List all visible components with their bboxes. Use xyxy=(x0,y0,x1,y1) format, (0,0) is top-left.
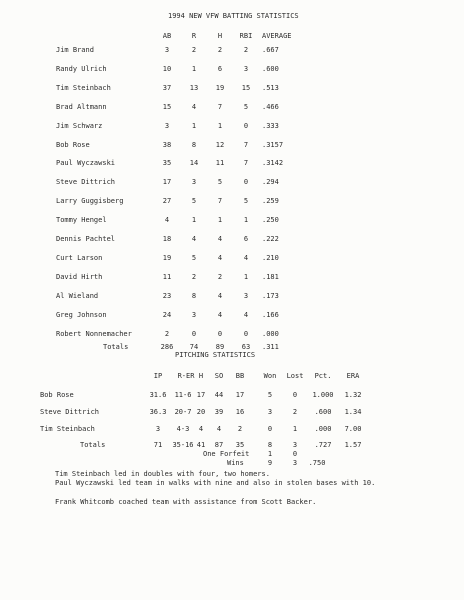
note-doubles: Tim Steinbach led in doubles with four, two homers. xyxy=(55,470,270,478)
batting-ab: 18 xyxy=(162,235,172,243)
pitching-bb: 16 xyxy=(235,408,245,416)
pitching-player-name: Bob Rose xyxy=(40,391,74,399)
batting-r: 3 xyxy=(191,310,197,319)
batting-r: 1 xyxy=(191,216,197,225)
batting-h: 12 xyxy=(215,140,225,149)
batting-player-name: Curt Larson xyxy=(56,253,103,262)
batting-h: 4 xyxy=(217,291,223,300)
batting-h: 1 xyxy=(217,216,223,225)
pitching-header-h: H xyxy=(198,372,204,380)
batting-avg: .333 xyxy=(262,121,279,130)
batting-r: 8 xyxy=(191,140,197,149)
batting-r: 4 xyxy=(191,235,197,243)
pitching-won: 5 xyxy=(267,391,273,399)
batting-ab: 35 xyxy=(162,159,172,168)
batting-h: 0 xyxy=(217,329,223,338)
batting-r: 2 xyxy=(191,46,197,54)
batting-ab: 17 xyxy=(162,178,172,187)
batting-r: 13 xyxy=(189,83,199,92)
batting-ab: 3 xyxy=(164,46,170,54)
pitching-so: 44 xyxy=(214,391,224,399)
batting-rbi: 4 xyxy=(243,253,249,262)
pitching-h: 4 xyxy=(198,425,204,433)
batting-rbi: 2 xyxy=(243,46,249,54)
pitching-totals-ip: 71 xyxy=(153,441,163,449)
batting-ab: 3 xyxy=(164,121,170,130)
pitching-lost: 0 xyxy=(292,391,298,399)
pitching-rer: 4-3 xyxy=(176,425,190,433)
batting-h: 6 xyxy=(217,64,223,73)
wins-label: Wins xyxy=(227,459,244,467)
pitching-totals-lost: 3 xyxy=(292,441,298,449)
pitching-header-rer: R-ER xyxy=(177,372,195,380)
batting-ab: 27 xyxy=(162,197,172,206)
pitching-so: 39 xyxy=(214,408,224,416)
batting-r: 4 xyxy=(191,102,197,111)
batting-h: 4 xyxy=(217,253,223,262)
pitching-lost: 1 xyxy=(292,425,298,433)
pitching-bb: 17 xyxy=(235,391,245,399)
pitching-totals-era: 1.57 xyxy=(344,441,362,449)
forfeit-won: 1 xyxy=(267,450,273,458)
pitching-totals-won: 8 xyxy=(267,441,273,449)
batting-player-name: Greg Johnson xyxy=(56,310,107,319)
batting-rbi: 3 xyxy=(243,64,249,73)
pitching-rer: 11-6 xyxy=(174,391,192,399)
pitching-header-so: SO xyxy=(214,372,224,380)
batting-totals-ab: 286 xyxy=(160,343,174,351)
batting-h: 2 xyxy=(217,46,223,54)
pitching-era: 7.00 xyxy=(344,425,362,433)
batting-ab: 24 xyxy=(162,310,172,319)
batting-header-h: H xyxy=(217,32,223,40)
batting-totals-h: 89 xyxy=(215,343,225,351)
note-walks: Paul Wyczawski led team in walks with nine and also in stolen bases with 10. xyxy=(55,479,376,487)
batting-avg: .210 xyxy=(262,253,279,262)
pitching-header-ip: IP xyxy=(153,372,163,380)
pitching-header-pct: Pct. xyxy=(314,372,332,380)
wins-lost: 3 xyxy=(292,459,298,467)
batting-h: 19 xyxy=(215,83,225,92)
pitching-era: 1.34 xyxy=(344,408,362,416)
batting-r: 1 xyxy=(191,64,197,73)
pitching-header-bb: BB xyxy=(235,372,245,380)
batting-avg: .667 xyxy=(262,46,279,54)
batting-rbi: 15 xyxy=(241,83,251,92)
batting-r: 3 xyxy=(191,178,197,187)
pitching-ip: 3 xyxy=(155,425,161,433)
pitching-totals-rer: 35-16 xyxy=(172,441,194,449)
pitching-so: 4 xyxy=(216,425,222,433)
batting-player-name: Jim Brand xyxy=(56,46,94,54)
batting-totals-label: Totals xyxy=(103,343,129,351)
pitching-totals-pct: .727 xyxy=(314,441,332,449)
batting-h: 11 xyxy=(215,159,225,168)
batting-avg: .250 xyxy=(262,216,279,225)
pitching-pct: .600 xyxy=(314,408,332,416)
batting-player-name: Jim Schwarz xyxy=(56,121,103,130)
batting-title: 1994 NEW VFW BATTING STATISTICS xyxy=(168,12,299,20)
pitching-totals-bb: 35 xyxy=(235,441,245,449)
batting-rbi: 0 xyxy=(243,178,249,187)
pitching-totals-label: Totals xyxy=(80,441,106,449)
batting-ab: 23 xyxy=(162,291,172,300)
batting-rbi: 0 xyxy=(243,121,249,130)
batting-h: 4 xyxy=(217,235,223,243)
batting-h: 4 xyxy=(217,310,223,319)
pitching-ip: 36.3 xyxy=(149,408,167,416)
batting-r: 14 xyxy=(189,159,199,168)
pitching-won: 3 xyxy=(267,408,273,416)
batting-ab: 2 xyxy=(164,329,170,338)
pitching-pct: .000 xyxy=(314,425,332,433)
pitching-h: 17 xyxy=(196,391,206,399)
batting-rbi: 3 xyxy=(243,291,249,300)
batting-r: 8 xyxy=(191,291,197,300)
pitching-rer: 20-7 xyxy=(174,408,192,416)
batting-player-name: Steve Dittrich xyxy=(56,178,116,187)
batting-rbi: 6 xyxy=(243,235,249,243)
batting-ab: 38 xyxy=(162,140,172,149)
batting-avg: .222 xyxy=(262,235,279,243)
batting-player-name: Tim Steinbach xyxy=(56,83,111,92)
batting-player-name: Al Wieland xyxy=(56,291,99,300)
batting-player-name: Paul Wyczawski xyxy=(56,159,116,168)
forfeit-label: One Forfeit xyxy=(203,450,250,458)
batting-avg: .294 xyxy=(262,178,279,187)
batting-header-ab: AB xyxy=(162,32,172,40)
batting-avg: .513 xyxy=(262,83,279,92)
pitching-totals-h: 41 xyxy=(196,441,206,449)
batting-totals-rbi: 63 xyxy=(241,343,251,351)
batting-totals-r: 74 xyxy=(189,343,199,351)
pitching-bb: 2 xyxy=(237,425,243,433)
pitching-era: 1.32 xyxy=(344,391,362,399)
batting-h: 7 xyxy=(217,197,223,206)
pitching-player-name: Tim Steinbach xyxy=(40,425,95,433)
batting-rbi: 7 xyxy=(243,159,249,168)
batting-player-name: Randy Ulrich xyxy=(56,64,107,73)
pitching-header-lost: Lost xyxy=(286,372,304,380)
batting-player-name: David Hirth xyxy=(56,272,103,281)
batting-h: 1 xyxy=(217,121,223,130)
pitching-header-won: Won xyxy=(263,372,277,380)
batting-header-rbi: RBI xyxy=(239,32,253,40)
batting-h: 7 xyxy=(217,102,223,111)
note-coach: Frank Whitcomb coached team with assistance from Scott Backer. xyxy=(55,498,317,506)
batting-avg: .173 xyxy=(262,291,279,300)
batting-r: 5 xyxy=(191,197,197,206)
wins-won: 9 xyxy=(267,459,273,467)
batting-avg: .600 xyxy=(262,64,279,73)
batting-avg: .259 xyxy=(262,197,279,206)
batting-h: 5 xyxy=(217,178,223,187)
batting-avg: .466 xyxy=(262,102,279,111)
batting-rbi: 0 xyxy=(243,329,249,338)
pitching-h: 20 xyxy=(196,408,206,416)
batting-rbi: 4 xyxy=(243,310,249,319)
batting-header-avg: AVERAGE xyxy=(262,32,292,40)
batting-h: 2 xyxy=(217,272,223,281)
batting-avg: .3142 xyxy=(262,159,284,168)
batting-player-name: Bob Rose xyxy=(56,140,90,149)
batting-player-name: Dennis Pachtel xyxy=(56,235,116,243)
forfeit-lost: 0 xyxy=(292,450,298,458)
batting-player-name: Larry Guggisberg xyxy=(56,197,124,206)
pitching-won: 0 xyxy=(267,425,273,433)
pitching-title: PITCHING STATISTICS xyxy=(175,351,256,359)
batting-player-name: Robert Nonnemacher xyxy=(56,329,132,338)
batting-ab: 11 xyxy=(162,272,172,281)
batting-ab: 10 xyxy=(162,64,172,73)
pitching-player-name: Steve Dittrich xyxy=(40,408,100,416)
batting-rbi: 7 xyxy=(243,140,249,149)
batting-totals-avg: .311 xyxy=(262,343,279,351)
batting-rbi: 5 xyxy=(243,197,249,206)
pitching-header-era: ERA xyxy=(346,372,360,380)
batting-ab: 15 xyxy=(162,102,172,111)
batting-avg: .181 xyxy=(262,272,279,281)
batting-ab: 37 xyxy=(162,83,172,92)
wins-pct: .750 xyxy=(308,459,326,467)
batting-r: 2 xyxy=(191,272,197,281)
batting-avg: .000 xyxy=(262,329,279,338)
pitching-lost: 2 xyxy=(292,408,298,416)
batting-rbi: 1 xyxy=(243,272,249,281)
batting-r: 0 xyxy=(191,329,197,338)
batting-r: 5 xyxy=(191,253,197,262)
batting-header-r: R xyxy=(191,32,197,40)
pitching-pct: 1.000 xyxy=(312,391,334,399)
batting-r: 1 xyxy=(191,121,197,130)
batting-ab: 19 xyxy=(162,253,172,262)
batting-player-name: Brad Altmann xyxy=(56,102,107,111)
batting-ab: 4 xyxy=(164,216,170,225)
batting-rbi: 1 xyxy=(243,216,249,225)
batting-avg: .166 xyxy=(262,310,279,319)
pitching-ip: 31.6 xyxy=(149,391,167,399)
batting-rbi: 5 xyxy=(243,102,249,111)
pitching-totals-so: 87 xyxy=(214,441,224,449)
batting-player-name: Tommy Hengel xyxy=(56,216,107,225)
batting-avg: .3157 xyxy=(262,140,284,149)
